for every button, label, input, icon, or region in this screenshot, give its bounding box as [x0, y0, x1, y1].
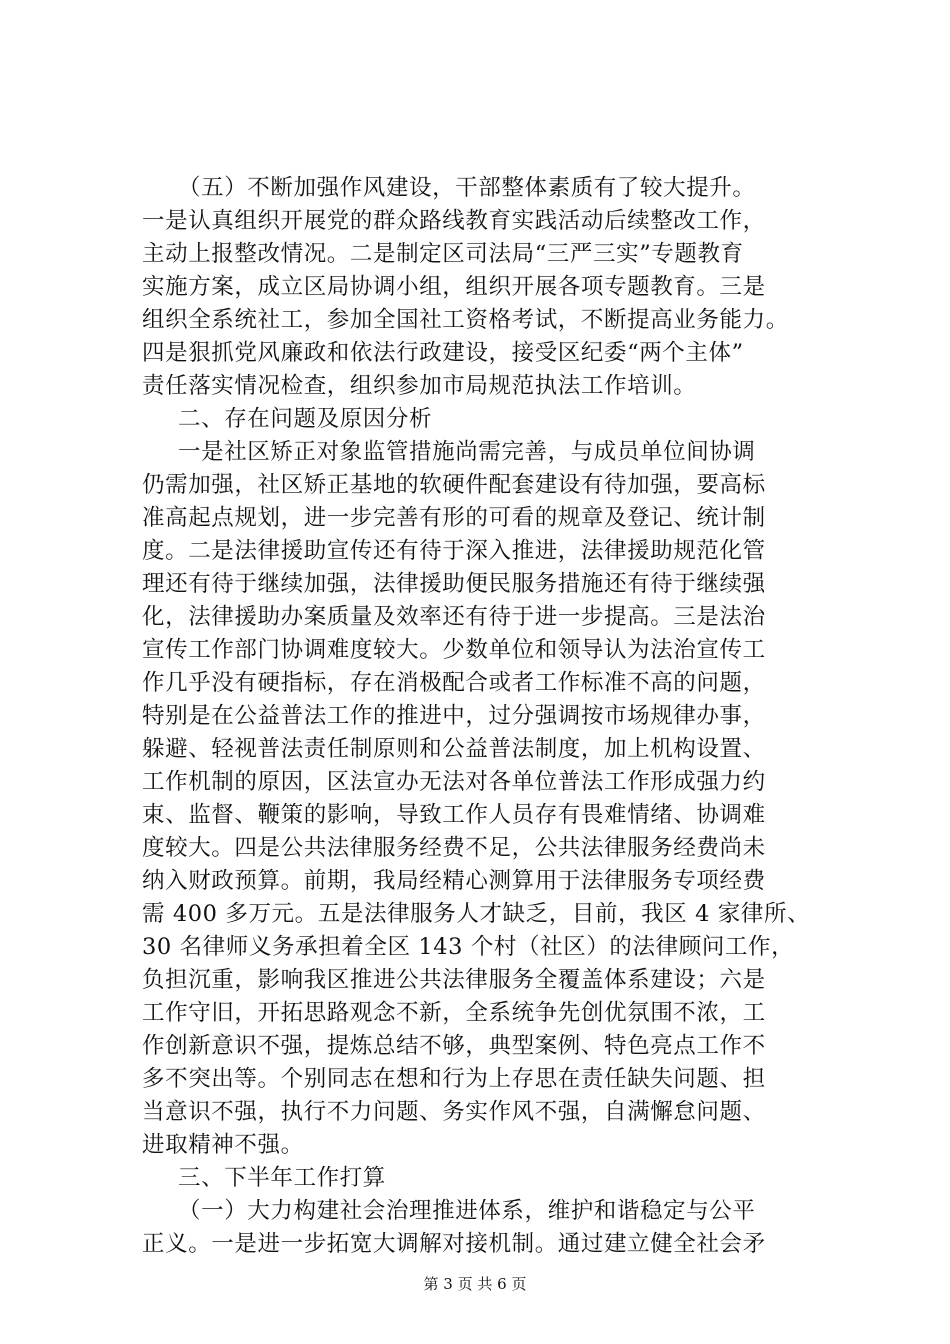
text-line: 作创新意识不强，提炼总结不够，典型案例、特色亮点工作不: [142, 1033, 766, 1059]
text-line: 度。二是法律援助宣传还有待于深入推进，法律援助规范化管: [142, 538, 766, 564]
text-line: 度较大。四是公共法律服务经费不足，公共法律服务经费尚未: [142, 835, 766, 861]
text-line: （一）大力构建社会治理推进体系，维护和谐稳定与公平: [178, 1198, 756, 1224]
text-line: 工作机制的原因，区法宣办无法对各单位普法工作形成强力约: [142, 769, 766, 795]
text-line: 束、监督、鞭策的影响，导致工作人员存有畏难情绪、协调难: [142, 802, 766, 828]
text-line: 特别是在公益普法工作的推进中，过分强调按市场规律办事，: [142, 703, 766, 729]
section-heading: 三、下半年工作打算: [178, 1165, 386, 1191]
text-line: 化，法律援助办案质量及效率还有待于进一步提高。三是法治: [142, 604, 766, 630]
text-line: 组织全系统社工，参加全国社工资格考试，不断提高业务能力。: [142, 307, 789, 333]
text-line: 躲避、轻视普法责任制原则和公益普法制度，加上机构设置、: [142, 736, 766, 762]
document-body: [142, 172, 842, 1261]
text-line: 理还有待于继续加强，法律援助便民服务措施还有待于继续强: [142, 571, 766, 597]
text-line: 一是认真组织开展党的群众路线教育实践活动后续整改工作，: [142, 208, 766, 234]
text-line: 需 400 多万元。五是法律服务人才缺乏，目前，我区 4 家律所、: [142, 901, 811, 927]
text-line: 仍需加强，社区矫正基地的软硬件配套建设有待加强，要高标: [142, 472, 766, 498]
text-line: 纳入财政预算。前期，我局经精心测算用于法律服务专项经费: [142, 868, 766, 894]
section-heading: 二、存在问题及原因分析: [178, 406, 433, 432]
text-line: 负担沉重，影响我区推进公共法律服务全覆盖体系建设；六是: [142, 967, 766, 993]
text-line: 工作守旧，开拓思路观念不新，全系统争先创优氛围不浓，工: [142, 1000, 766, 1026]
text-line: 四是狠抓党风廉政和依法行政建设，接受区纪委“两个主体”: [142, 340, 744, 366]
text-line: 作几乎没有硬指标，存在消极配合或者工作标准不高的问题，: [142, 670, 766, 696]
text-line: 进取精神不强。: [142, 1132, 304, 1158]
text-line: 责任落实情况检查，组织参加市局规范执法工作培训。: [142, 373, 697, 399]
text-line: 宣传工作部门协调难度较大。少数单位和领导认为法治宣传工: [142, 637, 766, 663]
text-line: 主动上报整改情况。二是制定区司法局“三严三实”专题教育: [142, 241, 744, 267]
text-line: 准高起点规划，进一步完善有形的可看的规章及登记、统计制: [142, 505, 766, 531]
text-line: （五）不断加强作风建设，干部整体素质有了较大提升。: [178, 175, 756, 201]
text-line: 多不突出等。个别同志在想和行为上存思在责任缺失问题、担: [142, 1066, 766, 1092]
text-line: 当意识不强，执行不力问题、务实作风不强，自满懈怠问题、: [142, 1099, 766, 1125]
text-line: 30 名律师义务承担着全区 143 个村（社区）的法律顾问工作，: [142, 934, 795, 960]
text-line: 一是社区矫正对象监管措施尚需完善，与成员单位间协调: [178, 439, 756, 465]
page-number-footer: 第 3 页 共 6 页: [423, 1275, 527, 1293]
text-line: 正义。一是进一步拓宽大调解对接机制。通过建立健全社会矛: [142, 1231, 766, 1257]
text-line: 实施方案，成立区局协调小组，组织开展各项专题教育。三是: [142, 274, 766, 300]
